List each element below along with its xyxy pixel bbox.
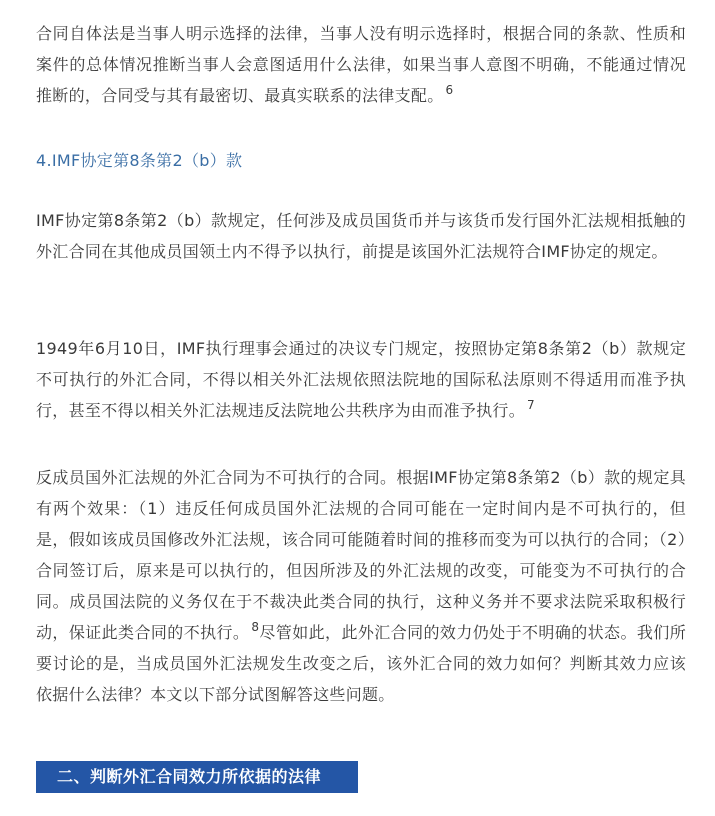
- paragraph-proper-law: [36, 18, 686, 111]
- subheading-imf-article: 4.IMF协定第8条第2（b）款: [36, 151, 243, 170]
- paragraph-unenforceable-contracts: [36, 462, 686, 710]
- footnote-marker[interactable]: 7: [527, 397, 535, 412]
- section-heading: 二、判断外汇合同效力所依据的法律: [57, 767, 322, 786]
- paragraph-imf-provision: [36, 205, 686, 267]
- paragraph-text: IMF协定第8条第2（b）款规定，任何涉及成员国货币并与该货币发行国外汇法规相抵触的外汇合同在其他成员国领土内不得予以执行，前提是该国外汇法规符合IMF协定的规定。: [36, 211, 686, 261]
- section-heading-bar: [36, 761, 358, 793]
- footnote-marker[interactable]: 6: [445, 82, 454, 97]
- paragraph-text: 尽管如此，此外汇合同的效力仍处于不明确的状态。我们所要讨论的是，当成员国外汇法规发生改变之后，该外汇合同的效力如何？判断其效力应该依据什么法律？本文以下部分试图解答这些问题。: [36, 623, 686, 704]
- paragraph-text: 合同自体法是当事人明示选择的法律，当事人没有明示选择时，根据合同的条款、性质和案件的总体情况推断当事人会意图适用什么法律，如果当事人意图不明确，不能通过情况推断的，合同受与其有最密切、最真实联系的法律支配。: [36, 24, 686, 105]
- footnote-marker[interactable]: 8: [251, 619, 260, 634]
- paragraph-text: 1949年6月10日，IMF执行理事会通过的决议专门规定，按照协定第8条第2（b）款规定不可执行的外汇合同，不得以相关外汇法规依照法院地的国际私法原则不得适用而准予执行，甚至不得以相关外汇法规违反法院地公共秩序为由而准予执行。: [36, 339, 686, 420]
- paragraph-imf-resolution: [36, 333, 686, 426]
- paragraph-text: 反成员国外汇法规的外汇合同为不可执行的合同。根据IMF协定第8条第2（b）款的规定具有两个效果：（1）违反任何成员国外汇法规的合同可能在一定时间内是不可执行的，但是，假如该成员国修改外汇法规，该合同可能随着时间的推移而变为可以执行的合同；（2）合同签订后，原来是可以执行的，但因所涉及的外汇法规的改变，可能变为不可执行的合同。成员国法院的义务仅在于不裁决此类合同的执行，这种义务并不要求法院采取积极行动，保证此类合同的不执行。: [36, 468, 686, 642]
